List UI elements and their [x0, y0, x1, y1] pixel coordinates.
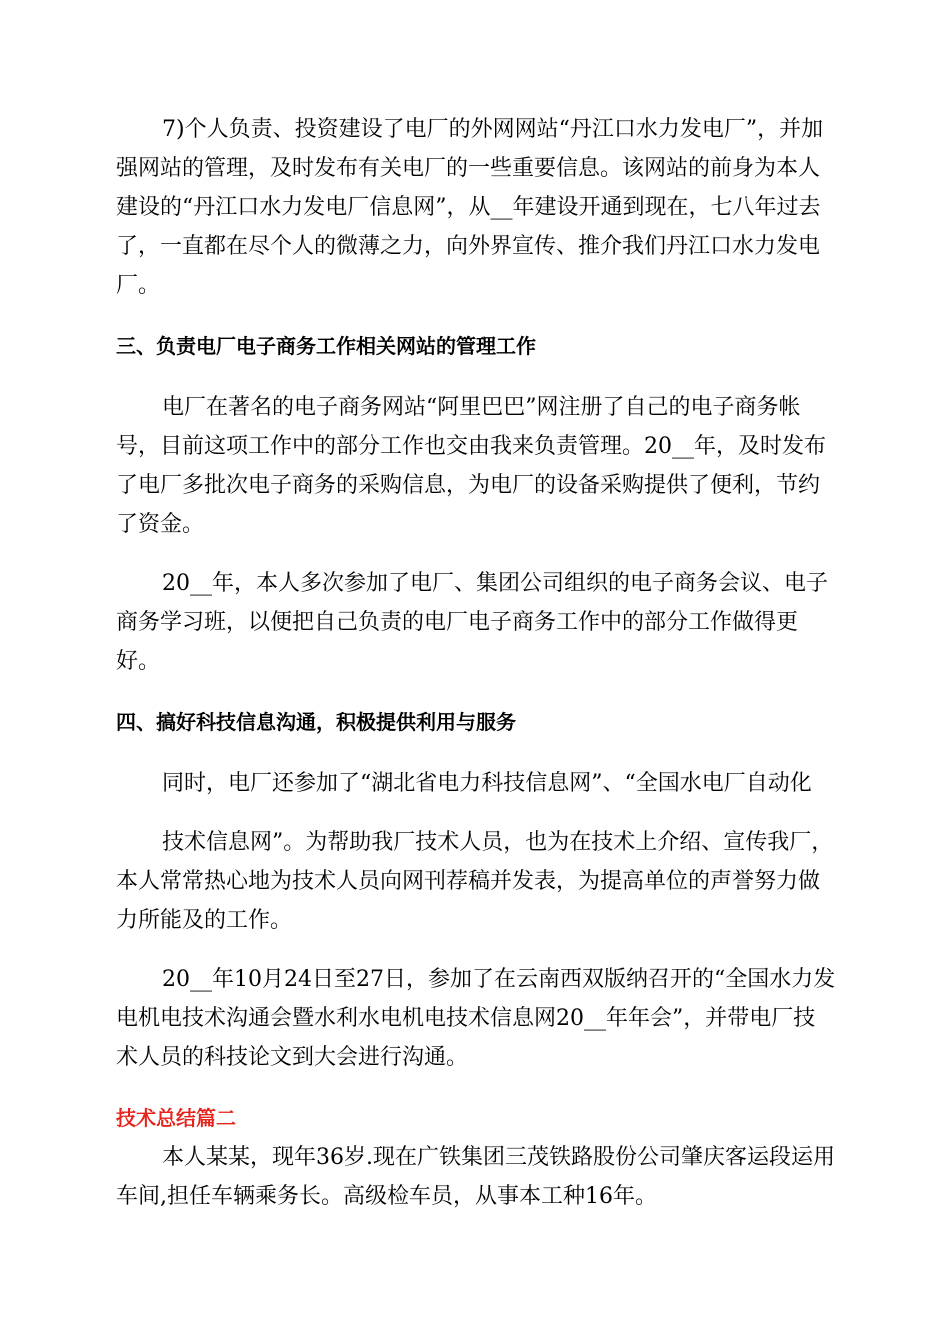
paragraph-tech-info-net: 技术信息网”。为帮助我厂技术人员，也为在技术上介绍、宣传我厂，本人常常热心地为技术人员向网刊荐稿并发表，为提高单位的声誉努力做力所能及的工作。	[116, 830, 834, 933]
paragraph-tech-networks: 同时，电厂还参加了“湖北省电力科技信息网”、“全国水电厂自动化	[162, 771, 812, 796]
document-body	[116, 110, 836, 1216]
section-heading-tech-info: 四、搞好科技信息沟通，积极提供利用与服务	[116, 710, 516, 734]
paragraph-ecommerce-meetings: 20__年，本人多次参加了电厂、集团公司组织的电子商务会议、电子商务学习班，以便把自己负责的电厂电子商务工作中的部分工作做得更好。	[116, 571, 828, 674]
section-heading-ecommerce: 三、负责电厂电子商务工作相关网站的管理工作	[116, 334, 536, 358]
section-heading-summary-two: 技术总结篇二	[116, 1106, 236, 1130]
paragraph-self-intro: 本人某某，现年36岁.现在广铁集团三茂铁路股份公司肇庆客运段运用车间,担任车辆乘务长。高级检车员，从事本工种16年。	[116, 1145, 835, 1209]
paragraph-alibaba: 电厂在著名的电子商务网站“阿里巴巴”网注册了自己的电子商务帐号，目前这项工作中的部分工作也交由我来负责管理。20__年，及时发布了电厂多批次电子商务的采购信息，为电厂的设备采购提供了便利，节约了资金。	[116, 395, 826, 537]
paragraph-website: 7)个人负责、投资建设了电厂的外网网站“丹江口水力发电厂”，并加强网站的管理，及时发布有关电厂的一些重要信息。该网站的前身为本人建设的“丹江口水力发电厂信息网”，从__年建设开通到现在，七八年过去了，一直都在尽个人的微薄之力，向外界宣传、推介我们丹江口水力发电厂。	[116, 117, 824, 298]
paragraph-conference: 20__年10月24日至27日，参加了在云南西双版纳召开的“全国水力发电机电技术沟通会暨水利水电机电技术信息网20__年年会”，并带电厂技术人员的科技论文到大会进行沟通。	[116, 967, 836, 1070]
